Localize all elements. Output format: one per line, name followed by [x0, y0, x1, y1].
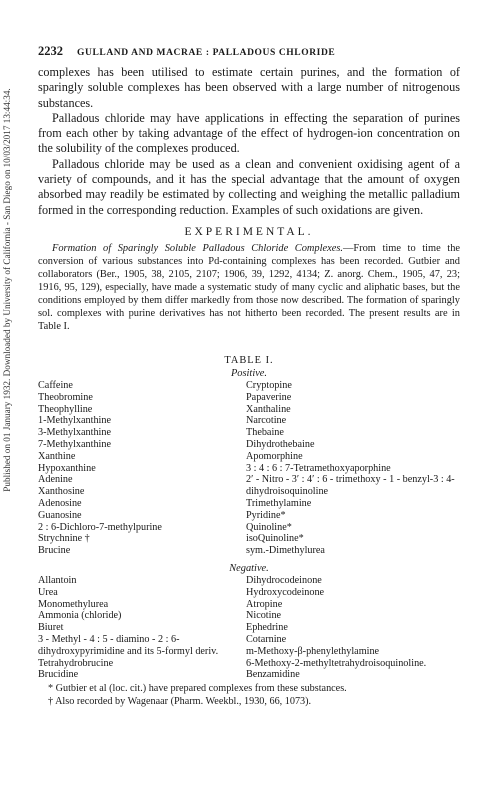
table-entry: 3 : 4 : 6 : 7-Tetramethoxyaporphine — [246, 462, 391, 474]
table-entry: Benzamidine — [246, 669, 300, 681]
running-header — [38, 44, 460, 59]
table-entry: Nicotine — [246, 610, 282, 622]
table-entry: Adenosine — [38, 497, 82, 509]
table-entry: Adenine — [38, 474, 73, 486]
paragraph-2: Palladous chloride may have applications in effecting the separation of purines from each other by taking advantage of the effect of hydrogen-ion concentration on the solubility of the complexes produced. — [38, 110, 460, 156]
table-entry: 7-Methylxanthine — [38, 438, 111, 450]
table-entry: 2 : 6-Dichloro-7-methylpurine — [38, 521, 162, 533]
download-watermark-text: Published on 01 January 1932. Downloaded by University of California - San Diego on 10/03/2017 13:44:34. — [2, 88, 12, 492]
table-entry: Theobromine — [38, 391, 93, 403]
table-entry: Allantoin — [38, 574, 77, 586]
table-entry: 1-Methylxanthine — [38, 415, 111, 427]
table-entry: Ephedrine — [246, 622, 288, 634]
table-entry: Cotarnine — [246, 633, 287, 645]
positive-right-column — [238, 380, 460, 557]
table-entry: Atropine — [246, 598, 283, 610]
table-entry: Biuret — [38, 622, 64, 634]
table-entry: Xanthaline — [246, 403, 291, 415]
table-entry: m-Methoxy-β-phenylethylamine — [246, 645, 380, 657]
table-entry: Theophylline — [38, 403, 93, 415]
experimental-paragraph — [38, 242, 460, 333]
table-entry: 3-Methylxanthine — [38, 427, 111, 439]
positive-table — [38, 380, 460, 557]
footnotes — [38, 683, 460, 709]
experimental-text: —From time to time the conversion of various substances into Pd-containing complexes has been recorded. Gutbier and collaborators (Ber., 1905, 38, 2105, 2107; 1906, 39, 1292, 4134; Z. anorg. Chem., 1905, 47, 23; 1916, 95, 129), especially, have made a systematic study of many cyclic and aliphatic bases, but the conditions employed by them differ markedly from those now described. The formation of sparingly sol. complexes with purine derivatives has not hitherto been recorded. The present results are in Table I. — [38, 242, 461, 332]
table-entry: Thebaine — [246, 427, 284, 439]
table-title: TABLE I. — [224, 354, 274, 366]
table-entry: Brucidine — [38, 669, 79, 681]
page-number: 2232 — [38, 44, 63, 58]
table-entry: Pyridine* — [246, 509, 286, 521]
table-entry: sym.-Dimethylurea — [246, 545, 325, 557]
negative-table — [38, 575, 460, 681]
paragraph-3: Palladous chloride may be used as a clean and convenient oxidising agent of a variety of compounds, and it has the special advantage that the amount of oxygen absorbed may readily be estimated by collecting and weighing the metallic palladium formed in the corresponding reduction. Examples of such oxidations are given. — [38, 156, 460, 217]
table-entry: Apomorphine — [246, 450, 303, 462]
paragraph-1: complexes has been utilised to estimate certain purines, and the formation of sparingly soluble complexes has been observed with a large number of nitrogenous substances. — [38, 65, 460, 110]
table-entry: Cryptopine — [246, 379, 292, 391]
table-entry: Caffeine — [38, 379, 73, 391]
table-entry: isoQuinoline* — [246, 533, 304, 545]
table-entry: 3 - Methyl - 4 : 5 - diamino - 2 : 6-dihydroxypyrimidine and its 5-formyl deriv. — [38, 633, 219, 657]
table-entry: Strychnine † — [38, 533, 90, 545]
table-entry: Dihydrocodeinone — [246, 574, 322, 586]
negative-right-column — [238, 575, 460, 681]
positive-label: Positive. — [230, 367, 268, 379]
section-title: EXPERIMENTAL. — [184, 225, 314, 238]
negative-label: Negative. — [229, 562, 269, 574]
footnote-2: † Also recorded by Wagenaar (Pharm. Weekbl., 1930, 66, 1073). — [48, 695, 312, 707]
table-entry: Dihydrothebaine — [246, 438, 315, 450]
table-entry: Hydroxycodeinone — [246, 586, 325, 598]
table-entry: Xanthosine — [38, 486, 85, 498]
table-entry: Guanosine — [38, 509, 82, 521]
table-entry: Brucine — [38, 545, 71, 557]
table-entry: Ammonia (chloride) — [38, 610, 122, 622]
table-entry: Papaverine — [246, 391, 292, 403]
table-entry: Narcotine — [246, 415, 287, 427]
table-entry: Trimethylamine — [246, 497, 312, 509]
running-title: GULLAND AND MACRAE : PALLADOUS CHLORIDE — [77, 48, 336, 58]
footnote-1: * Gutbier et al (loc. cit.) have prepared complexes from these substances. — [48, 683, 347, 695]
download-watermark — [0, 40, 24, 540]
positive-left-column — [38, 380, 238, 557]
table-entry: Quinoline* — [246, 521, 292, 533]
table-entry: 6-Methoxy-2-methyltetrahydroisoquinoline. — [246, 657, 427, 669]
table-entry: 2′ - Nitro - 3′ : 4′ : 6 - trimethoxy - 1 - benzyl-3 : 4-dihydroisoquinoline — [246, 474, 455, 498]
negative-left-column — [38, 575, 238, 681]
page-body — [38, 44, 460, 709]
table-entry: Xanthine — [38, 450, 76, 462]
table-entry: Tetrahydrobrucine — [38, 657, 114, 669]
table-entry: Monomethylurea — [38, 598, 109, 610]
table-entry: Hypoxanthine — [38, 462, 96, 474]
experimental-heading: Formation of Sparingly Soluble Palladous Chloride Complexes. — [52, 242, 343, 254]
table-entry: Urea — [38, 586, 58, 598]
